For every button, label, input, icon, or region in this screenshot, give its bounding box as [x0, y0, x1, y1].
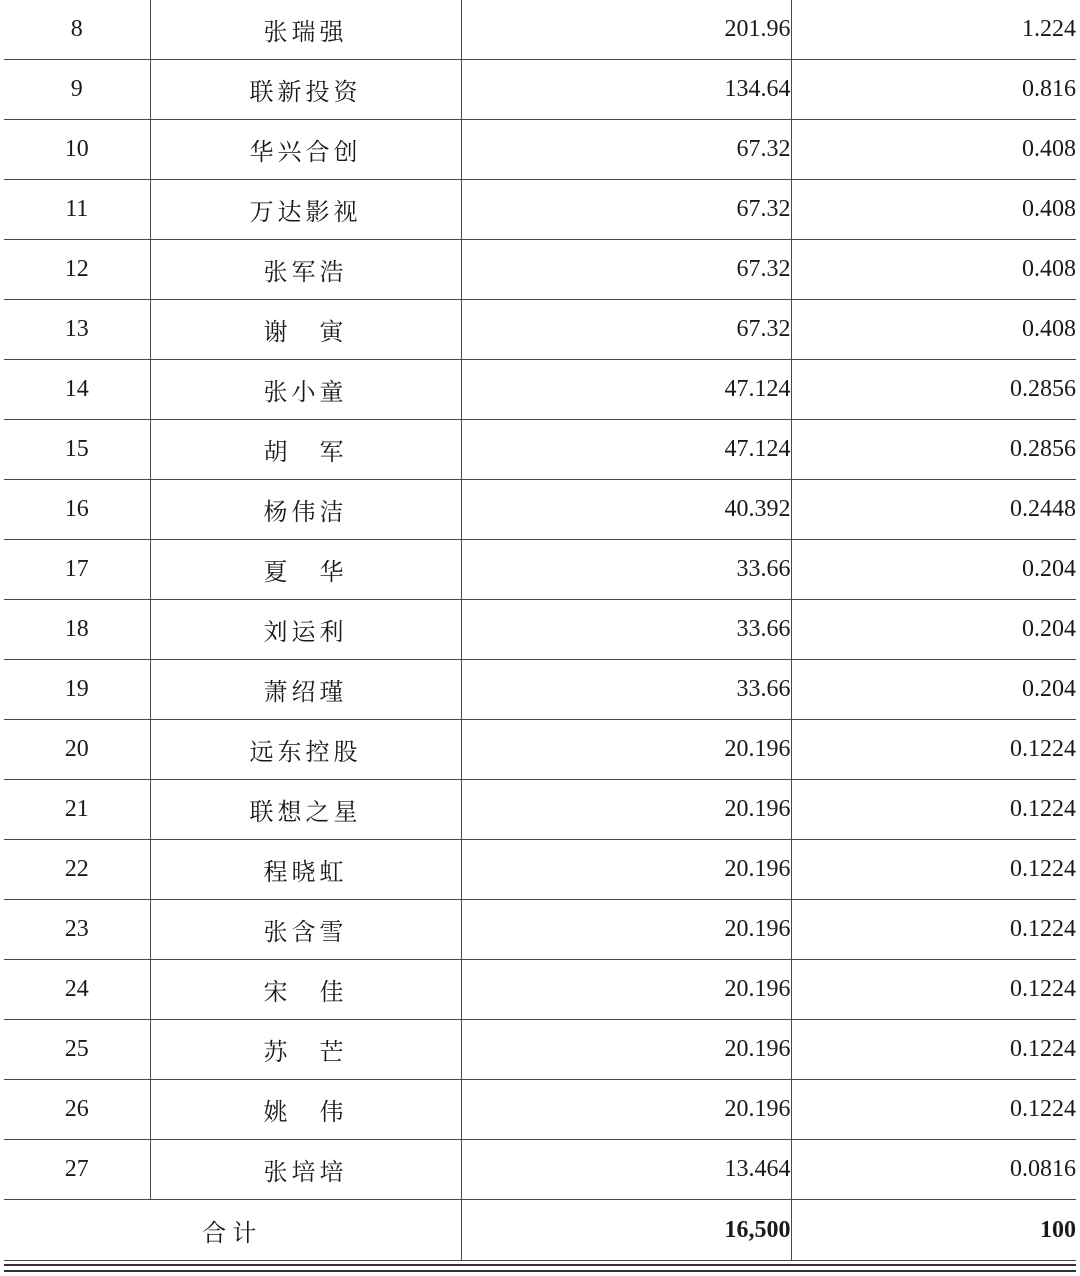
table-row — [4, 600, 1076, 660]
share-ratio: 0.204 — [791, 660, 1076, 720]
table-row — [4, 480, 1076, 540]
table-row — [4, 900, 1076, 960]
table-row — [4, 1140, 1076, 1200]
shareholder-name: 张瑞强 — [150, 0, 461, 60]
shareholder-name: 张含雪 — [150, 900, 461, 960]
row-number: 20 — [4, 720, 150, 780]
table-row — [4, 120, 1076, 180]
share-ratio: 0.1224 — [791, 960, 1076, 1020]
share-ratio: 0.408 — [791, 300, 1076, 360]
row-number: 25 — [4, 1020, 150, 1080]
row-number: 18 — [4, 600, 150, 660]
capital-amount: 201.96 — [461, 0, 791, 60]
shareholder-table — [4, 0, 1076, 1261]
shareholder-name: 联想之星 — [150, 780, 461, 840]
row-number: 10 — [4, 120, 150, 180]
shareholder-name: 张军浩 — [150, 240, 461, 300]
shareholder-name: 胡 军 — [150, 420, 461, 480]
share-ratio: 0.1224 — [791, 780, 1076, 840]
share-ratio: 1.224 — [791, 0, 1076, 60]
shareholder-name: 张小童 — [150, 360, 461, 420]
share-ratio: 0.204 — [791, 600, 1076, 660]
row-number: 13 — [4, 300, 150, 360]
shareholder-name: 姚 伟 — [150, 1080, 461, 1140]
share-ratio: 0.0816 — [791, 1140, 1076, 1200]
share-ratio: 0.1224 — [791, 1080, 1076, 1140]
shareholder-name: 宋 佳 — [150, 960, 461, 1020]
capital-amount: 20.196 — [461, 900, 791, 960]
shareholder-name: 刘运利 — [150, 600, 461, 660]
capital-amount: 20.196 — [461, 1080, 791, 1140]
table-row — [4, 180, 1076, 240]
capital-amount: 20.196 — [461, 780, 791, 840]
row-number: 15 — [4, 420, 150, 480]
capital-amount: 134.64 — [461, 60, 791, 120]
shareholder-name: 远东控股 — [150, 720, 461, 780]
shareholder-name: 联新投资 — [150, 60, 461, 120]
capital-amount: 47.124 — [461, 360, 791, 420]
capital-amount: 33.66 — [461, 600, 791, 660]
capital-amount: 13.464 — [461, 1140, 791, 1200]
share-ratio: 0.2856 — [791, 420, 1076, 480]
row-number: 17 — [4, 540, 150, 600]
share-ratio: 0.2856 — [791, 360, 1076, 420]
shareholder-name: 杨伟洁 — [150, 480, 461, 540]
capital-amount: 40.392 — [461, 480, 791, 540]
share-ratio: 0.1224 — [791, 1020, 1076, 1080]
capital-amount: 20.196 — [461, 1020, 791, 1080]
row-number: 22 — [4, 840, 150, 900]
table-row — [4, 840, 1076, 900]
table-row — [4, 720, 1076, 780]
row-number: 12 — [4, 240, 150, 300]
total-amount: 16,500 — [461, 1200, 791, 1261]
total-ratio: 100 — [791, 1200, 1076, 1261]
row-number: 11 — [4, 180, 150, 240]
share-ratio: 0.1224 — [791, 900, 1076, 960]
shareholder-name: 萧绍瑾 — [150, 660, 461, 720]
row-number: 8 — [4, 0, 150, 60]
table-row — [4, 60, 1076, 120]
table-bottom-rule — [4, 1264, 1076, 1266]
table-row — [4, 780, 1076, 840]
share-ratio: 0.408 — [791, 120, 1076, 180]
share-ratio: 0.408 — [791, 180, 1076, 240]
shareholder-name: 华兴合创 — [150, 120, 461, 180]
shareholder-name: 苏 芒 — [150, 1020, 461, 1080]
shareholder-name: 程晓虹 — [150, 840, 461, 900]
share-ratio: 0.816 — [791, 60, 1076, 120]
share-ratio: 0.408 — [791, 240, 1076, 300]
row-number: 21 — [4, 780, 150, 840]
capital-amount: 33.66 — [461, 540, 791, 600]
shareholder-name: 夏 华 — [150, 540, 461, 600]
capital-amount: 47.124 — [461, 420, 791, 480]
table-row — [4, 540, 1076, 600]
share-ratio: 0.2448 — [791, 480, 1076, 540]
table-row — [4, 960, 1076, 1020]
table-row — [4, 240, 1076, 300]
capital-amount: 67.32 — [461, 300, 791, 360]
share-ratio: 0.1224 — [791, 840, 1076, 900]
shareholder-name: 谢 寅 — [150, 300, 461, 360]
capital-amount: 33.66 — [461, 660, 791, 720]
row-number: 14 — [4, 360, 150, 420]
table-body — [4, 0, 1076, 1261]
capital-amount: 67.32 — [461, 120, 791, 180]
capital-amount: 67.32 — [461, 180, 791, 240]
shareholder-name: 张培培 — [150, 1140, 461, 1200]
row-number: 16 — [4, 480, 150, 540]
row-number: 27 — [4, 1140, 150, 1200]
table-row — [4, 360, 1076, 420]
capital-amount: 20.196 — [461, 960, 791, 1020]
row-number: 24 — [4, 960, 150, 1020]
capital-amount: 67.32 — [461, 240, 791, 300]
row-number: 19 — [4, 660, 150, 720]
shareholder-name: 万达影视 — [150, 180, 461, 240]
table-bottom-rule — [4, 1270, 1076, 1272]
total-label: 合计 — [4, 1200, 461, 1261]
share-ratio: 0.204 — [791, 540, 1076, 600]
capital-amount: 20.196 — [461, 840, 791, 900]
row-number: 26 — [4, 1080, 150, 1140]
row-number: 23 — [4, 900, 150, 960]
row-number: 9 — [4, 60, 150, 120]
table-row — [4, 660, 1076, 720]
table-row — [4, 1020, 1076, 1080]
table-row — [4, 1080, 1076, 1140]
total-row — [4, 1200, 1076, 1261]
share-ratio: 0.1224 — [791, 720, 1076, 780]
capital-amount: 20.196 — [461, 720, 791, 780]
table-row — [4, 0, 1076, 60]
table-row — [4, 420, 1076, 480]
table-row — [4, 300, 1076, 360]
